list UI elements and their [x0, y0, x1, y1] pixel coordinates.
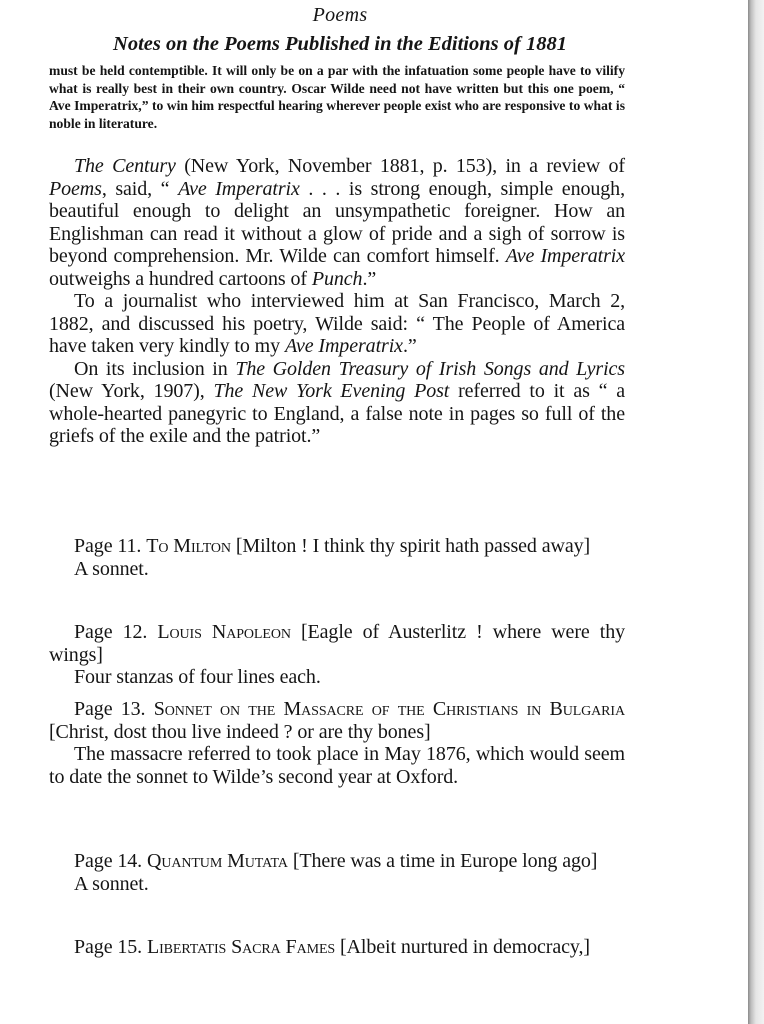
poem-first-line: [Albeit nurtured in democracy,]	[340, 936, 590, 958]
section-title: Notes on the Poems Published in the Editions of 1881	[113, 33, 567, 55]
poem-title: To Milton	[146, 535, 231, 557]
poem-title: Quantum Mutata	[146, 850, 288, 872]
entry-note: A sonnet.	[74, 872, 149, 895]
footnote-paragraph: must be held contemptible. It will only be on a par with the infatuation some people have to vilify what is really best in their own country. Oscar Wilde need not have written but this one poem, “ Ave Imperatrix,” to win him respectful hearing wherever people exist who are responsive to what is noble in literature.	[49, 63, 625, 131]
poem-title: Sonnet on the Massacre of the Christians in Bulgaria	[153, 698, 625, 720]
entry-page-12: Page 12. Louis Napoleon [Eagle of Austerlitz ! where were thy wings] Four stanzas of four lines each.	[49, 621, 626, 688]
poem-first-line: [Christ, dost thou live indeed ? or are thy bones]	[49, 720, 431, 743]
poem-title: Libertatis Sacra Fames	[146, 936, 336, 958]
page-edge-shadow	[748, 0, 764, 1024]
entry-page-11: Page 11. To Milton [Milton ! I think thy spirit hath passed away] A sonnet.	[49, 535, 625, 580]
entry-page-15: Page 15. Libertatis Sacra Fames [Albeit nurtured in democracy,]	[74, 936, 590, 958]
entry-note: A sonnet.	[74, 557, 149, 580]
entry-note: The massacre referred to took place in May 1876, which would seem to date the sonnet to Wilde’s second year at Oxford.	[49, 743, 625, 788]
poem-first-line: [There was a time in Europe long ago]	[292, 850, 598, 872]
body-text	[49, 155, 625, 448]
poem-first-line: [Milton ! I think thy spirit hath passed away]	[235, 535, 591, 557]
entry-page-14: Page 14. Quantum Mutata [There was a time in Europe long ago] A sonnet.	[49, 850, 625, 895]
poem-first-line: [Eagle of Austerlitz ! where were thy wings]	[49, 621, 626, 666]
publication-title: The Century	[74, 155, 176, 177]
century-review-paragraph: The Century (New York, November 1881, p. 153), in a review of Poems, said, “ Ave Imperatrix . . . is strong enough, simple enough, beautiful enough to delight an unsympathetic foreigner. How an Englishman can read it without a glow of pride and a sigh of sorrow is beyond comprehension. Mr. Wilde can comfort himself. Ave Imperatrix outweighs a hundred cartoons of Punch.”	[49, 155, 625, 290]
treasury-paragraph: On its inclusion in The Golden Treasury of Irish Songs and Lyrics (New York, 1907), The New York Evening Post referred to it as “ a whole-hearted panegyric to England, a false note in pages so full of the griefs of the exile and the patriot.”	[49, 357, 625, 447]
journalist-paragraph: To a journalist who interviewed him at San Francisco, March 2, 1882, and discussed his poetry, Wilde said: “ The People of America have taken very kindly to my Ave Imperatrix.”	[49, 290, 625, 357]
running-title: Poems	[312, 4, 368, 26]
poem-title: Louis Napoleon	[157, 621, 291, 643]
entry-note: Four stanzas of four lines each.	[74, 666, 321, 688]
entry-page-13: Page 13. Sonnet on the Massacre of the Christians in Bulgaria [Christ, dost thou live indeed ? or are thy bones] The massacre referred to took place in May 1876, which would seem to date the sonnet to Wilde’s second year at Oxford.	[49, 698, 625, 788]
